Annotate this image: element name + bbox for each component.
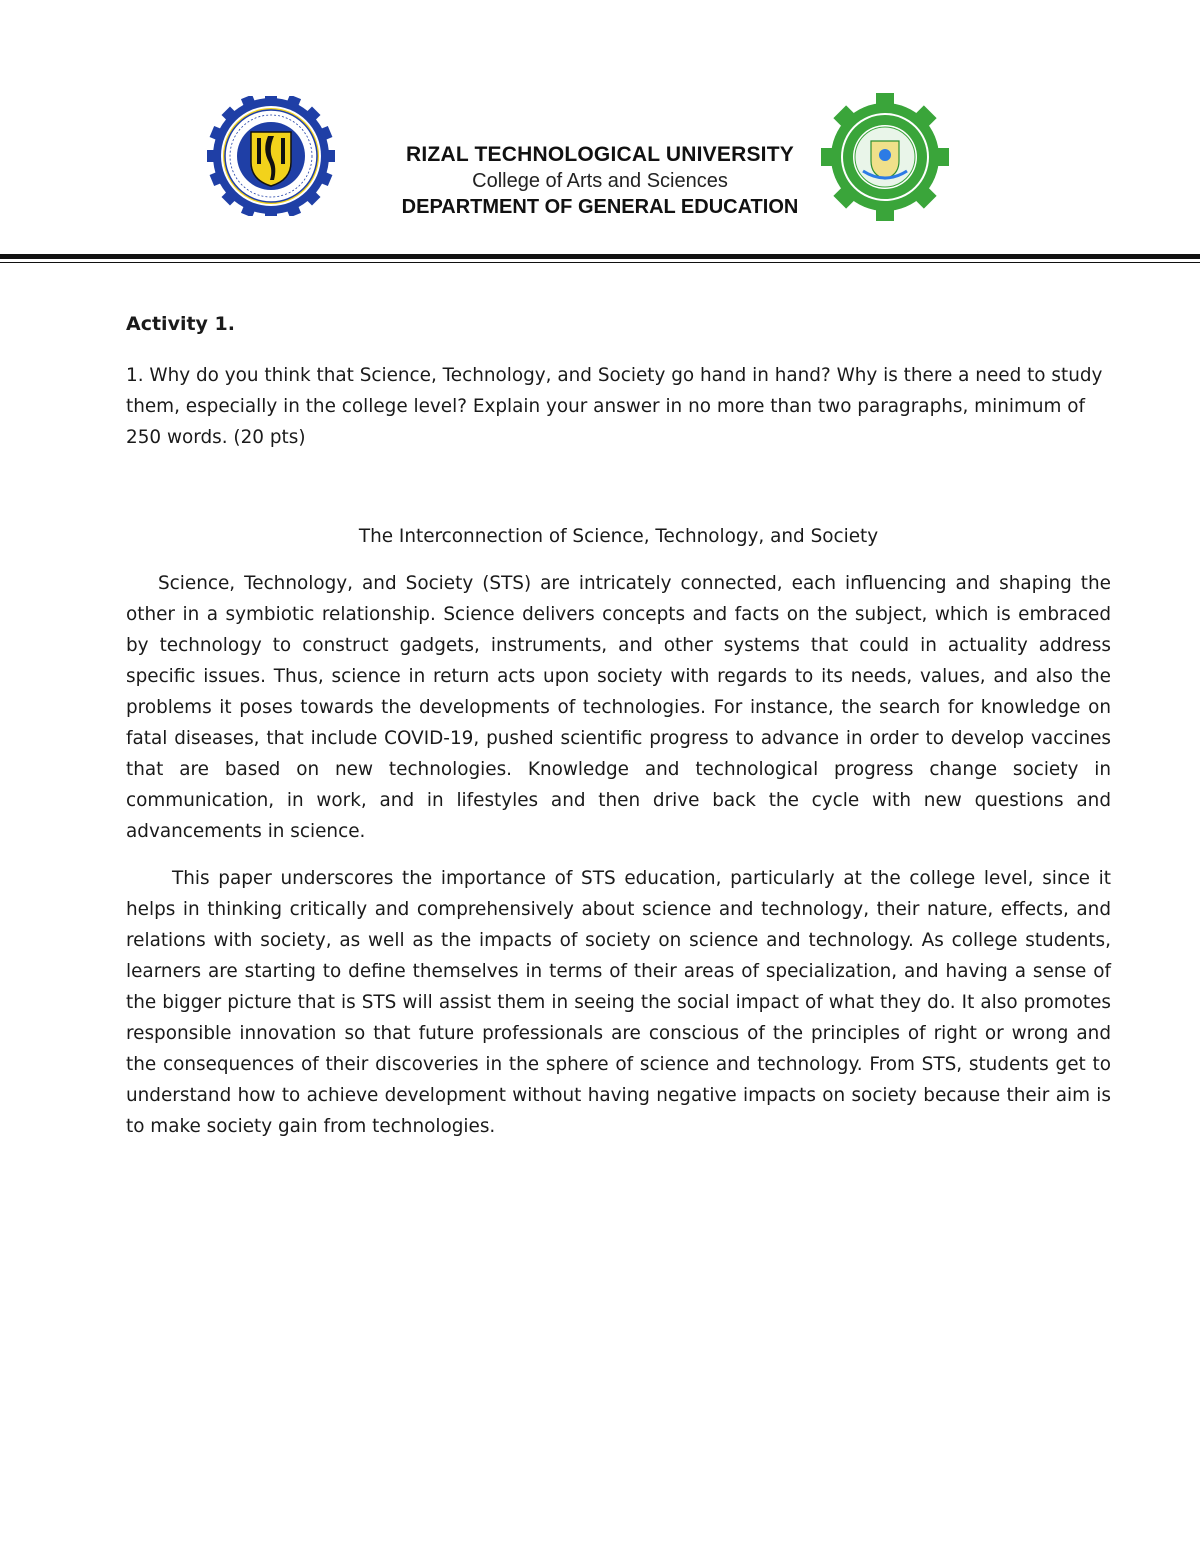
document-body [126, 310, 1111, 1158]
header-divider-thick [0, 254, 1200, 259]
activity-title: Activity 1. [126, 313, 235, 335]
department-name: DEPARTMENT OF GENERAL EDUCATION [401, 196, 799, 218]
question-text: 1. Why do you think that Science, Technology, and Society go hand in hand? Why is there a need to study them, especially in the college level? Explain your answer in no more than two paragraphs, minimum of 250 words. (20 pts) [126, 365, 1103, 448]
document-header [0, 0, 1200, 262]
college-name: College of Arts and Sciences [472, 170, 728, 192]
essay-title: The Interconnection of Science, Technology, and Society [358, 526, 879, 547]
header-divider-thin [0, 262, 1200, 263]
essay-paragraph-2: This paper underscores the importance of STS education, particularly at the college level, since it helps in thinking critically and comprehensively about science and technology, their nature, effects, and relations with society, as well as the impacts of society on science and technology. As college students, learners are starting to define themselves in terms of their areas of specialization, and having a sense of the bigger picture that is STS will assist them in seeing the social impact of what they do. It also promotes responsible innovation so that future professionals are conscious of the principles of right or wrong and the consequences of their discoveries in the sphere of science and technology. From STS, students get to understand how to achieve development without having negative impacts on society because their aim is to make society gain from technologies. [126, 868, 1111, 1137]
essay-paragraph-1: Science, Technology, and Society (STS) are intricately connected, each influencing and shaping the other in a symbiotic relationship. Science delivers concepts and facts on the subject, which is embraced by technology to construct gadgets, instruments, and other systems that could in actuality address specific issues. Thus, science in return acts upon society with regards to its needs, values, and also the problems it poses towards the developments of technologies. For instance, the search for knowledge on fatal diseases, that include COVID-19, pushed scientific progress to advance in order to develop vaccines that are based on new technologies. Knowledge and technological progress change society in communication, in work, and in lifestyles and then drive back the cycle with new questions and advancements in science. [126, 573, 1111, 842]
header-text-block [300, 142, 900, 221]
university-name: RIZAL TECHNOLOGICAL UNIVERSITY [406, 143, 794, 166]
